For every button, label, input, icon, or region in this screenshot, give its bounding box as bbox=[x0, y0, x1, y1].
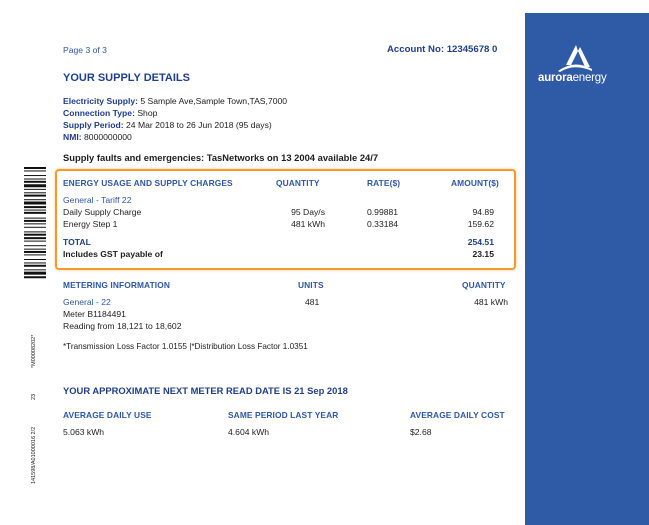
barcode-bar bbox=[24, 262, 46, 263]
barcode-bar bbox=[24, 220, 46, 222]
charges-header-amount: AMOUNT($) bbox=[451, 178, 499, 188]
barcode-bar bbox=[24, 170, 46, 171]
connection-type-value: Shop bbox=[137, 108, 158, 118]
logo-name-bold: aurora bbox=[538, 72, 573, 84]
aurora-logo-icon bbox=[554, 45, 594, 73]
barcode-bar bbox=[24, 276, 46, 278]
connection-type-label: Connection Type: bbox=[63, 108, 135, 118]
barcode-bar bbox=[24, 189, 46, 190]
barcode-bar bbox=[24, 234, 46, 236]
connection-type-line bbox=[63, 108, 157, 118]
barcode-bar bbox=[24, 241, 46, 242]
total-label: TOTAL bbox=[63, 237, 91, 247]
gst-value: 23.15 bbox=[472, 249, 494, 259]
barcode-bar bbox=[24, 192, 46, 193]
barcode-bar bbox=[24, 202, 46, 205]
barcode-bar bbox=[24, 206, 46, 208]
nmi-label: NMI: bbox=[63, 132, 82, 142]
charges-header-rate: RATE($) bbox=[367, 178, 401, 188]
supply-details-title: YOUR SUPPLY DETAILS bbox=[63, 72, 190, 84]
charges-header-desc: ENERGY USAGE AND SUPPLY CHARGES bbox=[63, 178, 233, 188]
barcode-bar bbox=[24, 210, 46, 211]
margin-doc-code: 141598/A01000016 2/2 bbox=[31, 426, 37, 484]
usage-cost: $2.68 bbox=[410, 427, 432, 437]
charge-row-qty: 481 kWh bbox=[291, 219, 325, 229]
margin-code: *M00008202* bbox=[31, 334, 37, 368]
barcode-bar bbox=[24, 251, 46, 253]
supply-faults-notice: Supply faults and emergencies: TasNetworks on 13 2004 available 24/7 bbox=[63, 152, 379, 163]
barcode-bar bbox=[24, 231, 46, 232]
metering-qty: 481 kWh bbox=[474, 297, 508, 307]
barcode-bar bbox=[24, 218, 46, 219]
usage-avg: 5.063 kWh bbox=[63, 427, 105, 437]
usage-same: 4.604 kWh bbox=[228, 427, 270, 437]
gst-label: Includes GST payable of bbox=[63, 249, 163, 259]
nmi-line bbox=[63, 132, 132, 142]
barcode-bar bbox=[24, 227, 46, 228]
charge-row-amount: 159.62 bbox=[467, 219, 494, 229]
electricity-supply-label: Electricity Supply: bbox=[63, 96, 138, 106]
electricity-supply-value: 5 Sample Ave,Sample Town,TAS,7000 bbox=[140, 96, 288, 106]
charge-row-desc: Energy Step 1 bbox=[63, 219, 118, 229]
barcode-bar bbox=[24, 199, 46, 200]
barcode-bar bbox=[24, 259, 46, 260]
metering-general: General - 22 bbox=[63, 297, 111, 307]
usage-header-cost: AVERAGE DAILY COST bbox=[410, 410, 505, 420]
barcode-bar bbox=[24, 237, 46, 239]
logo-name-light: energy bbox=[572, 72, 607, 84]
supply-period-label: Supply Period: bbox=[63, 120, 124, 130]
page-number: Page 3 of 3 bbox=[63, 45, 107, 55]
metering-header-units: UNITS bbox=[298, 280, 324, 290]
charge-row-desc: Daily Supply Charge bbox=[63, 207, 142, 217]
barcode-bar bbox=[24, 272, 46, 275]
electricity-supply-line bbox=[63, 96, 287, 106]
aurora-energy-logo bbox=[538, 45, 618, 90]
charge-row-amount: 94.89 bbox=[472, 207, 494, 217]
barcode-bar bbox=[24, 265, 46, 267]
barcode-bar bbox=[24, 175, 46, 176]
barcode-bar bbox=[24, 212, 46, 214]
barcode-bar bbox=[24, 195, 46, 197]
margin-page-code: 23 bbox=[31, 393, 37, 400]
metering-header-qty: QUANTITY bbox=[462, 280, 506, 290]
barcode-bar bbox=[24, 249, 46, 250]
barcode-bar bbox=[24, 179, 46, 180]
charge-row-qty: 95 Day/s bbox=[291, 207, 325, 217]
nmi-value: 8000000000 bbox=[84, 132, 132, 142]
barcode-bar bbox=[24, 167, 46, 169]
logo-text bbox=[538, 72, 607, 84]
supply-period-line bbox=[63, 120, 272, 130]
loss-factors: *Transmission Loss Factor 1.0155 |*Distribution Loss Factor 1.0351 bbox=[63, 342, 308, 351]
metering-units: 481 bbox=[305, 297, 320, 307]
usage-header-avg: AVERAGE DAILY USE bbox=[63, 410, 152, 420]
account-number: Account No: 12345678 0 bbox=[387, 44, 498, 55]
barcode-bar bbox=[24, 223, 46, 224]
barcode-bar bbox=[24, 269, 46, 270]
barcode-bar bbox=[24, 184, 46, 187]
charge-row-rate: 0.99881 bbox=[367, 207, 399, 217]
tariff-name: General - Tariff 22 bbox=[63, 195, 132, 205]
meter-number: Meter B1184491 bbox=[63, 309, 126, 319]
total-value: 254.51 bbox=[467, 237, 494, 247]
next-meter-read: YOUR APPROXIMATE NEXT METER READ DATE IS 21 Sep 2018 bbox=[63, 385, 348, 396]
usage-header-same: SAME PERIOD LAST YEAR bbox=[228, 410, 339, 420]
supply-period-value: 24 Mar 2018 to 26 Jun 2018 (95 days) bbox=[126, 120, 272, 130]
barcode-bar bbox=[24, 245, 46, 246]
charges-header-qty: QUANTITY bbox=[276, 178, 320, 188]
meter-reading: Reading from 18,121 to 18,602 bbox=[63, 321, 182, 331]
barcode bbox=[24, 167, 46, 321]
barcode-bar bbox=[24, 254, 46, 255]
charge-row-rate: 0.33184 bbox=[367, 219, 399, 229]
metering-header-info: METERING INFORMATION bbox=[63, 280, 170, 290]
barcode-bar bbox=[24, 181, 46, 183]
